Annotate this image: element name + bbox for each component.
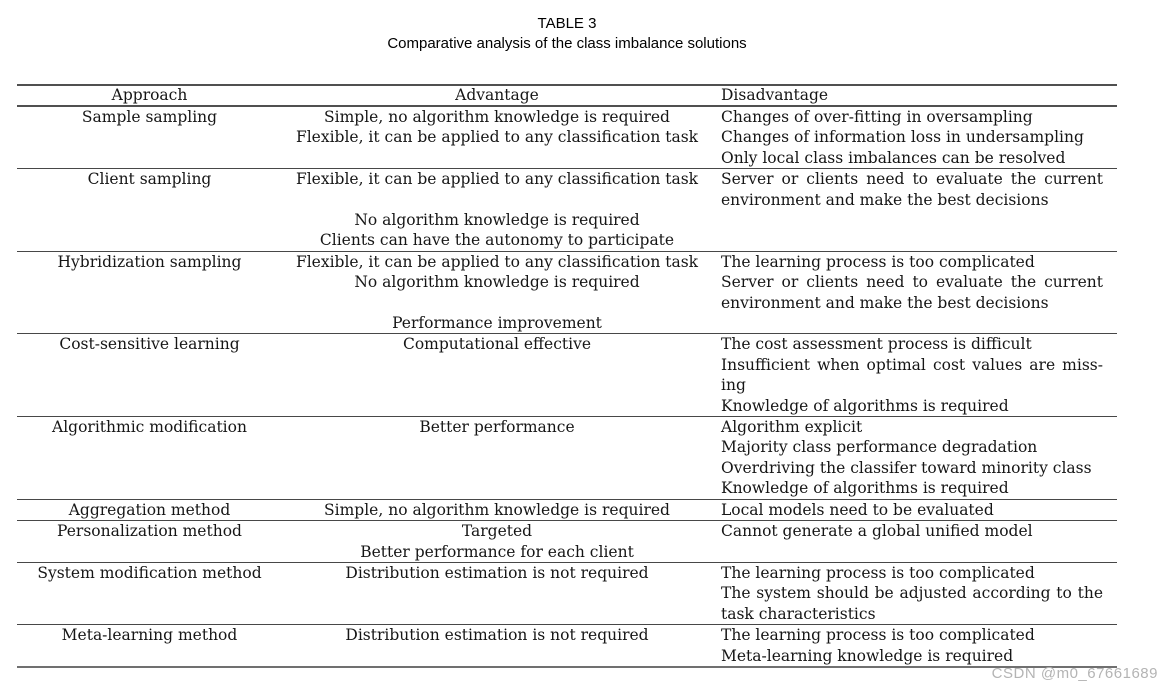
cell-line: Server or clients need to evaluate the current [721,273,1103,292]
disadvantage-cell [712,417,1117,500]
cell-line: Clients can have the autonomy to participate [319,231,675,250]
cell-line: Server or clients need to evaluate the current [721,170,1103,189]
column-header-approach: Approach [17,85,282,106]
cell-line: No algorithm knowledge is required [354,211,640,230]
advantage-cell [282,625,712,667]
advantage-cell [282,251,712,334]
cell-line: Knowledge of algorithms is required [721,396,1009,415]
advantage-cell [282,499,712,520]
column-header-advantage: Advantage [282,85,712,106]
approach-cell: Sample sampling [81,108,218,126]
cell-line: ing [721,376,746,395]
cell-line: Algorithm explicit [721,418,863,437]
comparison-table [17,84,1117,668]
table-row [17,521,1117,563]
cell-line: environment and make the best decisions [721,293,1049,312]
cell-line: Distribution estimation is not required [345,626,649,645]
advantage-cell [282,169,712,252]
advantage-cell [282,334,712,417]
cell-line: The learning process is too complicated [721,252,1035,271]
advantage-cell [282,521,712,563]
disadvantage-cell [712,499,1117,520]
cell-line: Flexible, it can be applied to any classification task [295,128,699,147]
watermark: CSDN @m0_67661689 [991,665,1158,682]
disadvantage-cell [712,625,1117,667]
table-caption [17,14,1117,54]
table-row [17,562,1117,624]
cell-line: The learning process is too complicated [721,626,1035,645]
approach-cell: Personalization method [57,522,242,541]
table-row [17,417,1117,500]
cell-line: environment and make the best decisions [721,190,1049,209]
approach-cell: Cost-sensitive learning [59,335,240,354]
column-header-disadvantage: Disadvantage [712,85,1117,106]
approach-cell: System modification method [37,563,262,582]
disadvantage-cell [712,334,1117,417]
cell-line: Targeted [461,522,533,541]
approach-cell: Hybridization sampling [57,252,242,271]
cell-line: No algorithm knowledge is required [354,273,640,292]
cell-line: The cost assessment process is difficult [721,335,1032,354]
table-row [17,169,1117,252]
approach-cell: Algorithmic modification [52,418,247,437]
cell-line [282,190,712,210]
cell-line: The system should be adjusted according to the [721,584,1103,603]
cell-line: Overdriving the classifer toward minority class [721,458,1092,477]
disadvantage-cell [712,106,1117,169]
cell-line: Insufficient when optimal cost values are miss- [721,355,1103,374]
disadvantage-cell [712,521,1117,563]
cell-line: Better performance for each client [360,542,634,561]
table-row [17,625,1117,667]
cell-line: task characteristics [721,604,876,623]
cell-line: Local models need to be evaluated [721,500,994,519]
cell-line: Better performance [419,418,575,437]
cell-line: Simple, no algorithm knowledge is required [324,108,670,126]
approach-cell: Meta-learning method [61,626,238,645]
disadvantage-cell [712,169,1117,252]
header-row [17,85,1117,106]
cell-line: Flexible, it can be applied to any classification task [295,252,699,271]
cell-line: Performance improvement [392,314,602,333]
approach-cell: Client sampling [87,170,212,189]
cell-line: The learning process is too complicated [721,563,1035,582]
advantage-cell [282,106,712,169]
cell-line [282,293,712,313]
table-row [17,251,1117,334]
table-row [17,334,1117,417]
approach-cell: Aggregation method [68,500,231,519]
cell-line: Flexible, it can be applied to any classification task [295,170,699,189]
cell-line: Distribution estimation is not required [345,563,649,582]
cell-line: Majority class performance degradation [721,438,1038,457]
cell-line: Meta-learning knowledge is required [721,646,1014,665]
disadvantage-cell [712,562,1117,624]
cell-line: Only local class imbalances can be resolved [721,148,1066,167]
cell-line: Cannot generate a global unified model [721,522,1033,541]
cell-line: Changes of over-fitting in oversampling [721,108,1033,126]
table-row [17,499,1117,520]
table-row [17,106,1117,169]
advantage-cell [282,417,712,500]
cell-line: Simple, no algorithm knowledge is required [324,500,670,519]
cell-line: Changes of information loss in undersampling [721,128,1084,147]
cell-line: Computational effective [402,335,592,354]
table-number: TABLE 3 [537,15,597,32]
advantage-cell [282,562,712,624]
table-title: Comparative analysis of the class imbalance solutions [387,35,747,52]
disadvantage-cell [712,251,1117,334]
cell-line: Knowledge of algorithms is required [721,479,1009,498]
